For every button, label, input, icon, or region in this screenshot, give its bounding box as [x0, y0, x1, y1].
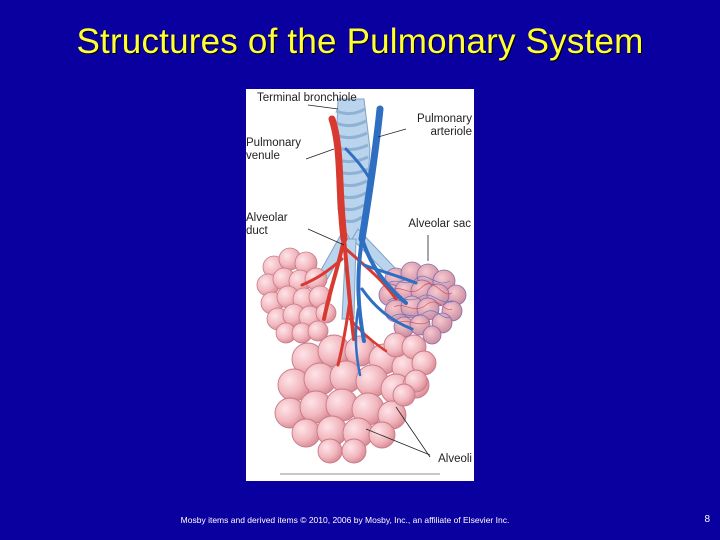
label-terminal-bronchiole: Terminal bronchiole: [257, 92, 357, 104]
label-pulmonary-venule: Pulmonary venule: [246, 137, 301, 162]
page-number: 8: [704, 514, 710, 525]
copyright-footer: Mosby items and derived items © 2010, 2006 by Mosby, Inc., an affiliate of Elsevier Inc.: [180, 515, 510, 525]
slide-title: Structures of the Pulmonary System: [76, 22, 644, 61]
label-alveolar-duct: Alveolar duct: [246, 212, 288, 237]
pulmonary-illustration: [246, 89, 474, 481]
credit-line: [280, 473, 440, 475]
alveoli-cluster-left: [257, 248, 336, 343]
label-pulmonary-arteriole: Pulmonary arteriole: [417, 113, 472, 138]
label-alveoli: Alveoli: [438, 453, 472, 465]
label-alveolar-sac: Alveolar sac: [408, 218, 471, 230]
